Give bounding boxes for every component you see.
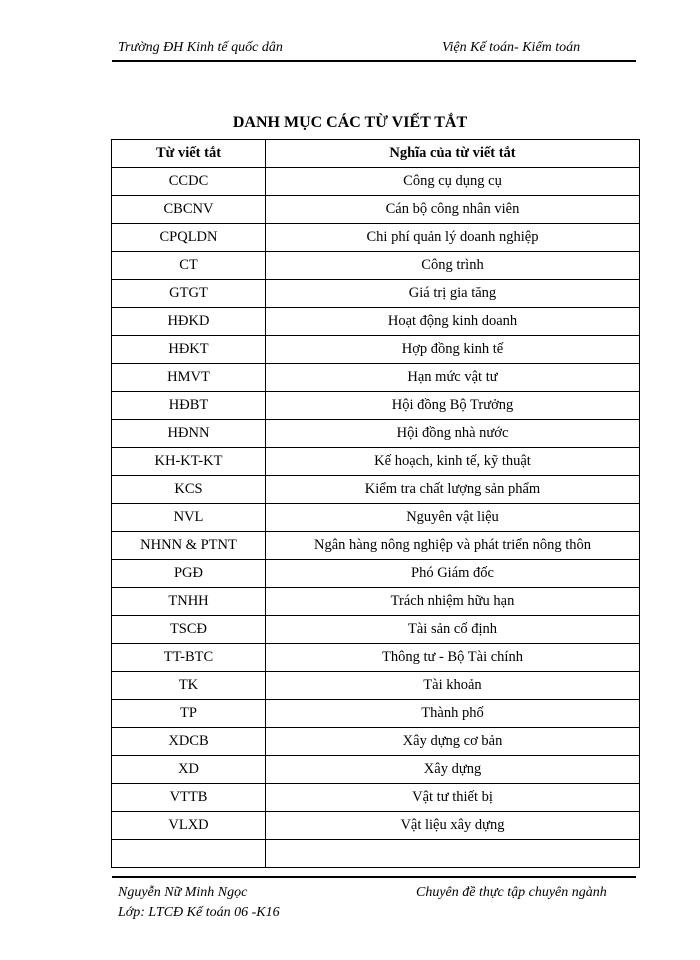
table-row (112, 672, 640, 700)
table-row (112, 700, 640, 728)
footer-class: Lớp: LTCĐ Kế toán 06 -K16 (118, 905, 280, 920)
footer-course: Chuyên đề thực tập chuyên ngành (416, 885, 607, 900)
abbreviation-cell: KCS (112, 476, 266, 504)
meaning-cell: Xây dựng cơ bản (266, 728, 640, 756)
table-body (112, 168, 640, 868)
abbreviation-cell: HĐNN (112, 420, 266, 448)
abbreviation-cell: CCDC (112, 168, 266, 196)
abbreviation-cell: XDCB (112, 728, 266, 756)
abbreviation-cell: NVL (112, 504, 266, 532)
abbreviation-cell: TK (112, 672, 266, 700)
abbreviation-cell: CT (112, 252, 266, 280)
meaning-cell: Công trình (266, 252, 640, 280)
meaning-cell: Công cụ dụng cụ (266, 168, 640, 196)
table-row (112, 224, 640, 252)
table-row (112, 476, 640, 504)
meaning-cell: Thông tư - Bộ Tài chính (266, 644, 640, 672)
meaning-cell: Kiểm tra chất lượng sản phẩm (266, 476, 640, 504)
meaning-cell: Trách nhiệm hữu hạn (266, 588, 640, 616)
meaning-cell (266, 840, 640, 868)
header-institute: Viện Kế toán- Kiểm toán (442, 40, 581, 55)
table-row (112, 420, 640, 448)
footer-divider (112, 876, 636, 878)
page-title: DANH MỤC CÁC TỪ VIẾT TẮT (232, 114, 468, 131)
meaning-cell: Ngân hàng nông nghiệp và phát triển nông thôn (266, 532, 640, 560)
table-row (112, 812, 640, 840)
abbreviation-cell: TP (112, 700, 266, 728)
table-row (112, 728, 640, 756)
abbreviation-cell: HĐKT (112, 336, 266, 364)
meaning-cell: Vật tư thiết bị (266, 784, 640, 812)
abbreviation-cell: XD (112, 756, 266, 784)
abbreviation-table (111, 139, 640, 868)
table-row (112, 756, 640, 784)
table-row (112, 168, 640, 196)
table-row (112, 252, 640, 280)
table-row (112, 308, 640, 336)
meaning-cell: Vật liệu xây dựng (266, 812, 640, 840)
table-row (112, 840, 640, 868)
table-header-row (112, 140, 640, 168)
abbreviation-cell: CBCNV (112, 196, 266, 224)
abbreviation-cell: HĐBT (112, 392, 266, 420)
abbreviation-cell: TT-BTC (112, 644, 266, 672)
table-row (112, 532, 640, 560)
abbreviation-cell (112, 840, 266, 868)
table-row (112, 392, 640, 420)
table-row (112, 336, 640, 364)
meaning-cell: Cán bộ công nhân viên (266, 196, 640, 224)
abbreviation-cell: TSCĐ (112, 616, 266, 644)
table-row (112, 504, 640, 532)
table-row (112, 644, 640, 672)
meaning-cell: Xây dựng (266, 756, 640, 784)
meaning-cell: Hạn mức vật tư (266, 364, 640, 392)
table-row (112, 448, 640, 476)
meaning-cell: Chi phí quản lý doanh nghiệp (266, 224, 640, 252)
footer-author: Nguyễn Nữ Minh Ngọc (118, 885, 248, 900)
column-header-meaning: Nghĩa của từ viết tắt (266, 140, 640, 168)
abbreviation-cell: TNHH (112, 588, 266, 616)
abbreviation-cell: KH-KT-KT (112, 448, 266, 476)
table-row (112, 196, 640, 224)
abbreviation-cell: HĐKD (112, 308, 266, 336)
abbreviation-cell: PGĐ (112, 560, 266, 588)
column-header-abbreviation: Từ viết tắt (112, 140, 266, 168)
meaning-cell: Tài khoản (266, 672, 640, 700)
header-divider (112, 60, 636, 62)
abbreviation-cell: HMVT (112, 364, 266, 392)
abbreviation-cell: VTTB (112, 784, 266, 812)
abbreviation-cell: VLXD (112, 812, 266, 840)
abbreviation-cell: CPQLDN (112, 224, 266, 252)
meaning-cell: Hội đồng nhà nước (266, 420, 640, 448)
meaning-cell: Hợp đồng kinh tế (266, 336, 640, 364)
meaning-cell: Hội đồng Bộ Trưởng (266, 392, 640, 420)
meaning-cell: Nguyên vật liệu (266, 504, 640, 532)
meaning-cell: Tài sản cố định (266, 616, 640, 644)
header-school: Trường ĐH Kinh tế quốc dân (118, 40, 283, 55)
table-row (112, 560, 640, 588)
meaning-cell: Hoạt động kinh doanh (266, 308, 640, 336)
table-row (112, 588, 640, 616)
abbreviation-cell: GTGT (112, 280, 266, 308)
meaning-cell: Kế hoạch, kinh tế, kỹ thuật (266, 448, 640, 476)
table-row (112, 280, 640, 308)
table-row (112, 784, 640, 812)
abbreviation-cell: NHNN & PTNT (112, 532, 266, 560)
table-row (112, 364, 640, 392)
meaning-cell: Phó Giám đốc (266, 560, 640, 588)
meaning-cell: Giá trị gia tăng (266, 280, 640, 308)
table-row (112, 616, 640, 644)
meaning-cell: Thành phố (266, 700, 640, 728)
